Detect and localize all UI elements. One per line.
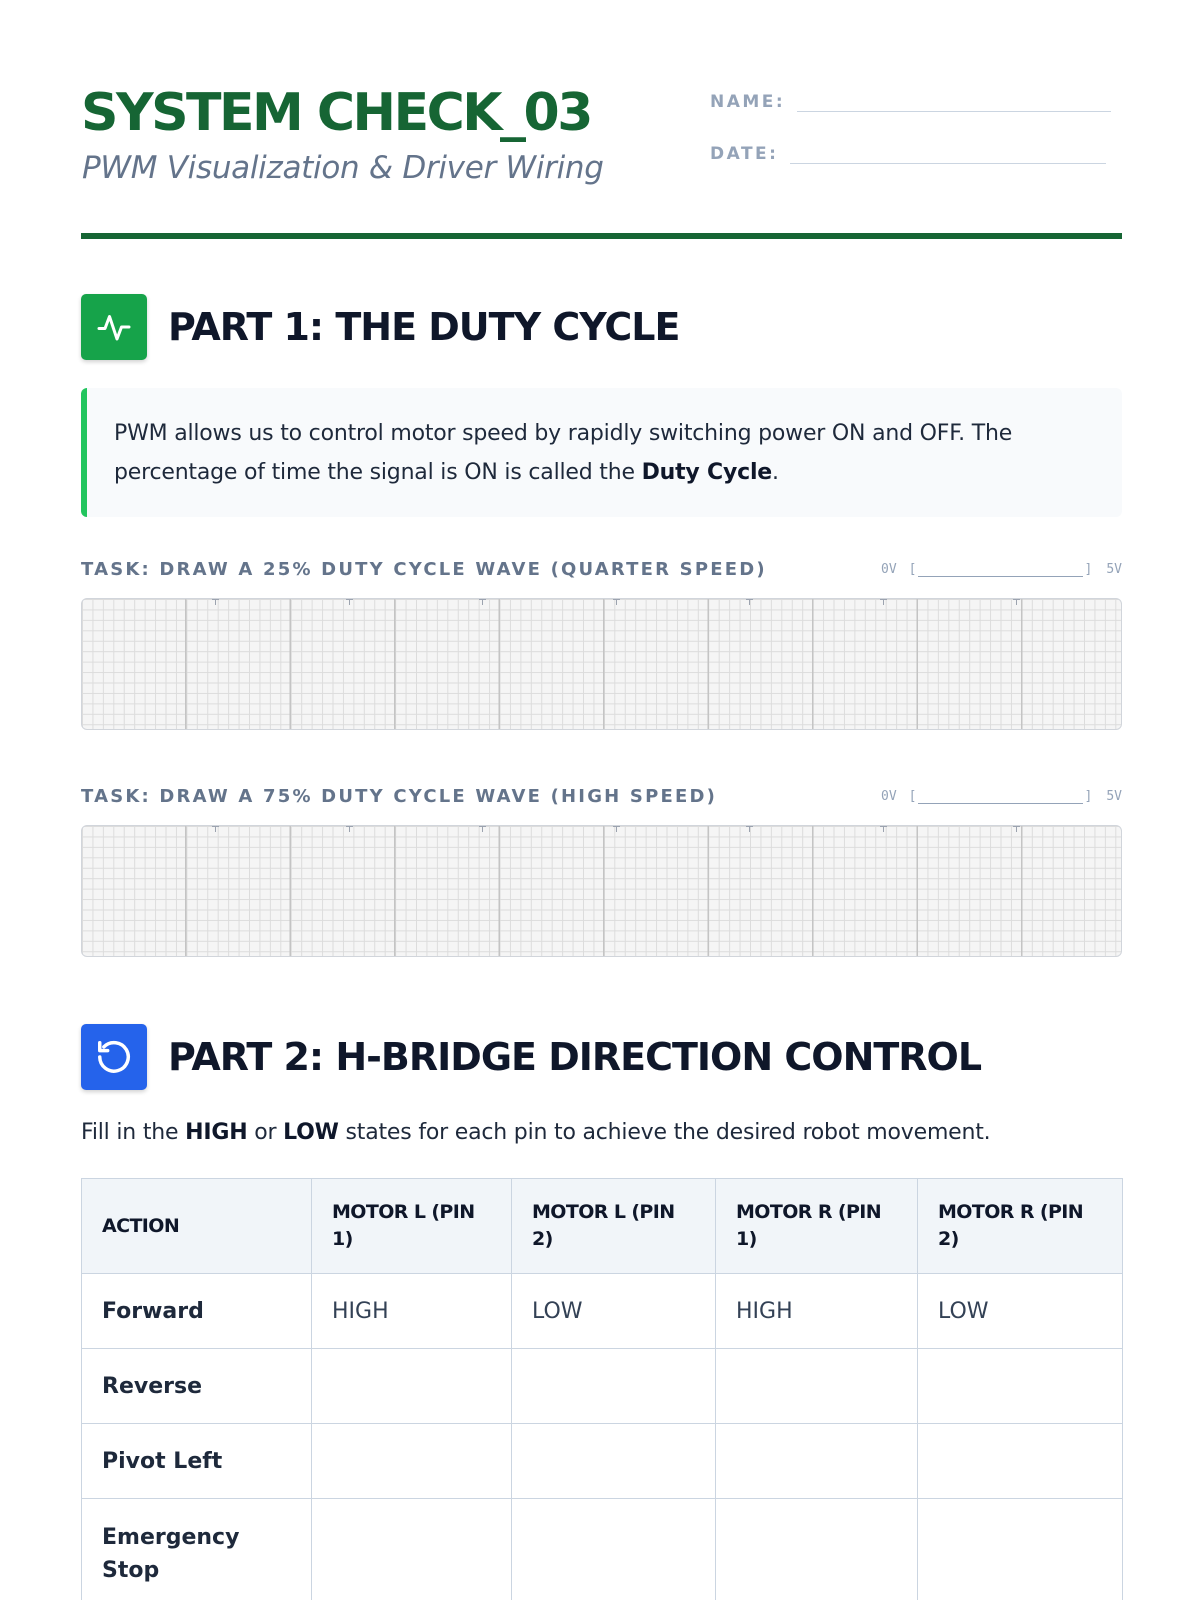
grid-tick xyxy=(482,826,483,832)
grid-tick xyxy=(883,599,884,605)
pin-state-cell[interactable] xyxy=(716,1349,918,1424)
drawing-grid-75[interactable] xyxy=(81,825,1122,957)
pin-state-cell[interactable]: HIGH xyxy=(716,1274,918,1349)
grid-tick xyxy=(883,826,884,832)
grid-tick xyxy=(349,599,350,605)
drawing-grid-25[interactable] xyxy=(81,598,1122,730)
col-header-action: ACTION xyxy=(82,1179,312,1274)
voltage-scale xyxy=(881,562,1122,577)
table-row xyxy=(82,1499,1123,1600)
scale-max: 5V xyxy=(1106,789,1122,804)
duty-cycle-term: Duty Cycle xyxy=(641,460,773,485)
pin-state-cell[interactable] xyxy=(512,1424,716,1499)
name-field xyxy=(710,90,1111,112)
page-subtitle: PWM Visualization & Driver Wiring xyxy=(82,150,604,186)
name-input-line[interactable] xyxy=(797,90,1111,112)
rotate-ccw-icon xyxy=(81,1024,147,1090)
table-instruction: Fill in the HIGH or LOW states for each pin to achieve the desired robot movement. xyxy=(81,1120,991,1145)
pin-state-cell[interactable] xyxy=(716,1499,918,1600)
worksheet-page xyxy=(81,0,1122,1600)
grid-tick xyxy=(349,826,350,832)
grid-tick xyxy=(616,599,617,605)
info-text: PWM allows us to control motor speed by rapidly switching power ON and OFF. The percentage of time the signal is ON is called the Duty Cycle. xyxy=(114,421,1013,485)
table-header-row xyxy=(82,1179,1123,1274)
date-input-line[interactable] xyxy=(790,142,1106,164)
scale-close-bracket: ] xyxy=(1084,562,1093,577)
info-box xyxy=(81,388,1122,517)
name-label: NAME: xyxy=(710,92,786,112)
pin-state-cell[interactable] xyxy=(312,1349,512,1424)
pin-state-cell[interactable]: LOW xyxy=(918,1274,1123,1349)
task-label-75: TASK: DRAW A 75% DUTY CYCLE WAVE (HIGH SPEED) xyxy=(81,786,718,807)
page-title: SYSTEM CHECK_03 xyxy=(81,83,591,143)
scale-close-bracket: ] xyxy=(1084,789,1093,804)
grid-tick xyxy=(1016,599,1017,605)
grid-tick xyxy=(215,599,216,605)
pin-state-cell[interactable]: LOW xyxy=(512,1274,716,1349)
pin-state-cell[interactable]: HIGH xyxy=(312,1274,512,1349)
scale-min: 0V xyxy=(881,789,897,804)
scale-line xyxy=(918,790,1082,804)
grid-tick xyxy=(616,826,617,832)
action-cell: Emergency Stop xyxy=(82,1499,312,1600)
scale-line xyxy=(918,563,1082,577)
grid-tick xyxy=(482,599,483,605)
scale-open-bracket: [ xyxy=(908,789,917,804)
voltage-scale xyxy=(881,789,1122,804)
date-label: DATE: xyxy=(710,144,779,164)
grid-tick xyxy=(215,826,216,832)
header-divider xyxy=(81,233,1122,239)
part1-heading: PART 1: THE DUTY CYCLE xyxy=(168,305,680,349)
scale-open-bracket: [ xyxy=(908,562,917,577)
scale-min: 0V xyxy=(881,562,897,577)
grid-tick xyxy=(749,826,750,832)
pulse-icon xyxy=(81,294,147,360)
table-row xyxy=(82,1349,1123,1424)
pin-state-cell[interactable] xyxy=(512,1499,716,1600)
col-header-motor-l-pin2: MOTOR L (PIN 2) xyxy=(512,1179,716,1274)
pin-state-cell[interactable] xyxy=(918,1499,1123,1600)
action-cell: Reverse xyxy=(82,1349,312,1424)
pin-state-cell[interactable] xyxy=(918,1424,1123,1499)
scale-max: 5V xyxy=(1106,562,1122,577)
action-cell: Forward xyxy=(82,1274,312,1349)
task-label-25: TASK: DRAW A 25% DUTY CYCLE WAVE (QUARTER SPEED) xyxy=(81,559,767,580)
h-bridge-table xyxy=(81,1178,1123,1600)
pin-state-cell[interactable] xyxy=(716,1424,918,1499)
pin-state-cell[interactable] xyxy=(312,1424,512,1499)
part2-heading: PART 2: H-BRIDGE DIRECTION CONTROL xyxy=(168,1035,982,1079)
col-header-motor-r-pin1: MOTOR R (PIN 1) xyxy=(716,1179,918,1274)
grid-tick xyxy=(749,599,750,605)
pin-state-cell[interactable] xyxy=(512,1349,716,1424)
action-cell: Pivot Left xyxy=(82,1424,312,1499)
date-field xyxy=(710,142,1106,164)
table-row xyxy=(82,1424,1123,1499)
table-row xyxy=(82,1274,1123,1349)
pin-state-cell[interactable] xyxy=(312,1499,512,1600)
pin-state-cell[interactable] xyxy=(918,1349,1123,1424)
grid-tick xyxy=(1016,826,1017,832)
col-header-motor-r-pin2: MOTOR R (PIN 2) xyxy=(918,1179,1123,1274)
col-header-motor-l-pin1: MOTOR L (PIN 1) xyxy=(312,1179,512,1274)
